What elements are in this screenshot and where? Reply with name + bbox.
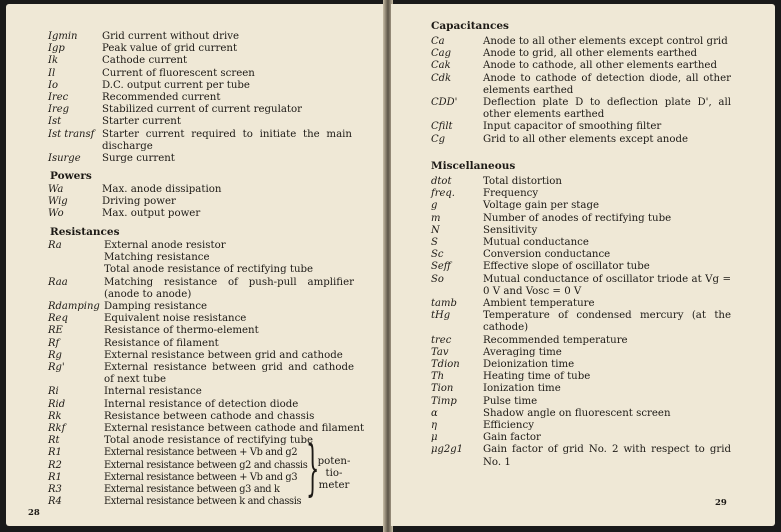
entry-description: Effective slope of oscillator tube	[483, 261, 650, 273]
entry-description: Anode to cathode, all other elements earthed	[483, 60, 717, 72]
entry-description: Voltage gain per stage	[483, 200, 600, 212]
entry-symbol: η	[431, 420, 437, 431]
potentiometer-label: poten-tio-meter	[317, 456, 351, 492]
powers-heading: Powers	[50, 170, 92, 182]
entry-description: Driving power	[102, 196, 176, 208]
entry-symbol: m	[431, 212, 441, 224]
entry-symbol: Timp	[431, 395, 457, 407]
left-page	[6, 4, 385, 526]
entry-description: Shadow angle on fluorescent screen	[483, 407, 671, 419]
entry-description: Damping resistance	[104, 301, 208, 312]
entry-symbol: Cag	[431, 48, 452, 60]
entry-symbol: R1	[48, 447, 62, 459]
entry-symbol: tHg	[431, 310, 451, 322]
entry-description: Sensitivity	[483, 224, 538, 236]
entry-description: Grid current without drive	[102, 31, 240, 42]
entry-description: External resistance between + Vb and g2	[104, 447, 298, 459]
entry-description: Cathode current	[102, 55, 188, 67]
entry-symbol: Cfilt	[431, 121, 453, 133]
entry-description: Matching resistance of push-pull amplifier (anode to anode)	[104, 276, 354, 300]
entry-description: Averaging time	[483, 346, 562, 358]
entry-symbol: Rkf	[48, 423, 66, 434]
entry-symbol: Rf	[48, 337, 60, 349]
entry-description: Frequency	[483, 188, 539, 200]
entry-symbol: dtot	[431, 176, 452, 187]
entry-symbol: Ist transf	[48, 128, 95, 140]
entry-symbol: Tdion	[431, 359, 460, 370]
entry-symbol: So	[431, 273, 444, 285]
entry-description: External resistance between grid and cathode	[104, 349, 343, 361]
entry-symbol: Rg'	[48, 362, 65, 373]
entry-description: Equivalent noise resistance	[104, 313, 247, 325]
entry-symbol: α	[431, 407, 438, 419]
entry-description: Matching resistance	[104, 252, 210, 264]
entry-description: Number of anodes of rectifying tube	[483, 212, 672, 224]
miscellaneous-heading: Miscellaneous	[431, 160, 516, 172]
right-page	[391, 4, 775, 526]
entry-symbol: Tion	[431, 383, 454, 395]
entry-description: Current of fluorescent screen	[102, 67, 255, 79]
entry-description: Input capacitor of smoothing filter	[483, 121, 662, 133]
entry-symbol: Igp	[48, 43, 65, 55]
entry-description: Ionization time	[483, 383, 561, 395]
entry-description: Max. output power	[102, 208, 201, 220]
entry-symbol: Cak	[431, 60, 451, 72]
entry-description: Mutual conductance of oscillator triode at Vg = 0 V and Vosc = 0 V	[483, 273, 731, 297]
entry-description: Anode to all other elements except control grid	[483, 36, 728, 47]
entry-symbol: Th	[431, 371, 445, 383]
entry-description: D.C. output current per tube	[102, 79, 250, 91]
entry-symbol: g	[431, 200, 438, 212]
entry-symbol: R4	[48, 496, 62, 508]
entry-symbol: Il	[48, 67, 56, 79]
entry-symbol: Ra	[48, 240, 62, 251]
entry-description: Efficiency	[483, 420, 534, 431]
entry-symbol: Cg	[431, 133, 446, 145]
entry-symbol: Wo	[48, 208, 64, 220]
entry-symbol: Tav	[431, 346, 449, 358]
entry-description: Total anode resistance of rectifying tube	[104, 435, 314, 447]
entry-description: Starter current required to initiate the main discharge	[102, 128, 352, 152]
entry-symbol: Ist	[48, 116, 62, 128]
entry-symbol: freq.	[431, 188, 455, 200]
capacitances-heading: Capacitances	[431, 20, 509, 32]
entry-description: Recommended temperature	[483, 334, 628, 346]
entry-description: Recommended current	[102, 92, 221, 103]
entry-symbol: Irec	[48, 92, 69, 103]
entry-description: Mutual conductance	[483, 237, 589, 248]
entry-symbol: Cdk	[431, 72, 452, 84]
entry-description: External anode resistor	[104, 240, 226, 251]
entry-symbol: Ri	[48, 386, 59, 398]
entry-description: External resistance between g2 and chassis	[104, 459, 308, 471]
potentiometer-brace: }	[306, 433, 320, 503]
entry-description: Peak value of grid current	[102, 43, 238, 55]
entry-symbol: μg2g1	[431, 444, 464, 456]
entry-description: Surge current	[102, 153, 175, 164]
entry-symbol: Io	[48, 79, 58, 91]
entry-description: Deionization time	[483, 359, 575, 370]
entry-symbol: R3	[48, 484, 62, 495]
entry-description: Gain factor	[483, 432, 541, 444]
entry-symbol: Raa	[48, 276, 68, 288]
entry-symbol: R2	[48, 459, 62, 471]
entry-description: Stabilized current of current regulator	[102, 104, 303, 116]
entry-description: Internal resistance	[104, 386, 202, 398]
entry-description: Heating time of tube	[483, 371, 591, 383]
entry-symbol: Rg	[48, 349, 62, 361]
entry-description: External resistance between grid and cathode of next tube	[104, 362, 354, 386]
entry-symbol: Seff	[431, 261, 451, 273]
page-number-right: 29	[715, 498, 727, 508]
entry-symbol: Rk	[48, 410, 62, 422]
entry-symbol: R1	[48, 471, 62, 483]
resistances-heading: Resistances	[50, 226, 120, 238]
entry-description: Resistance of thermo-element	[104, 325, 259, 337]
page-number-left: 28	[28, 508, 40, 518]
entry-symbol: Ca	[431, 36, 445, 47]
entry-description: Max. anode dissipation	[102, 184, 222, 195]
entry-symbol: Rid	[48, 398, 66, 410]
entry-symbol: S	[431, 237, 438, 248]
entry-symbol: Wa	[48, 184, 64, 195]
entry-description: Resistance between cathode and chassis	[104, 410, 315, 422]
entry-symbol: Ireg	[48, 104, 70, 116]
entry-symbol: Sc	[431, 249, 444, 261]
entry-symbol: Ik	[48, 55, 59, 67]
entry-description: Resistance of filament	[104, 337, 219, 349]
entry-description: Starter current	[102, 116, 181, 128]
entry-symbol: tamb	[431, 298, 457, 309]
entry-description: Internal resistance of detection diode	[104, 398, 299, 410]
entry-symbol: trec	[431, 334, 452, 346]
entry-description: Conversion conductance	[483, 249, 611, 261]
entry-description: External resistance between cathode and filament	[104, 423, 365, 434]
entry-symbol: Isurge	[48, 153, 81, 164]
entry-description: Pulse time	[483, 395, 538, 407]
entry-symbol: Igmin	[48, 31, 78, 42]
entry-symbol: μ	[431, 432, 438, 444]
entry-description: Gain factor of grid No. 2 with respect to grid No. 1	[483, 444, 731, 468]
entry-symbol: CDD'	[431, 97, 458, 108]
entry-symbol: Rt	[48, 435, 60, 447]
entry-symbol: Rdamping	[48, 301, 100, 312]
entry-description: Ambient temperature	[483, 298, 595, 309]
entry-description: External resistance between + Vb and g3	[104, 471, 298, 483]
entry-description: External resistance between g3 and k	[104, 484, 280, 495]
entry-symbol: Req	[48, 313, 68, 325]
entry-symbol: N	[431, 224, 440, 236]
entry-description: Anode to cathode of detection diode, all other elements earthed	[483, 72, 731, 96]
entry-description: Total anode resistance of rectifying tube	[104, 264, 314, 276]
entry-symbol: Wig	[48, 196, 68, 208]
entry-description: Total distortion	[483, 176, 562, 187]
entry-description: Temperature of condensed mercury (at the cathode)	[483, 310, 731, 334]
entry-description: Grid to all other elements except anode	[483, 133, 689, 145]
entry-description: External resistance between k and chassis	[104, 496, 302, 508]
entry-symbol: RE	[48, 325, 63, 337]
entry-description: Deflection plate D to deflection plate D', all other elements earthed	[483, 97, 731, 121]
entry-description: Anode to grid, all other elements earthed	[483, 48, 698, 60]
